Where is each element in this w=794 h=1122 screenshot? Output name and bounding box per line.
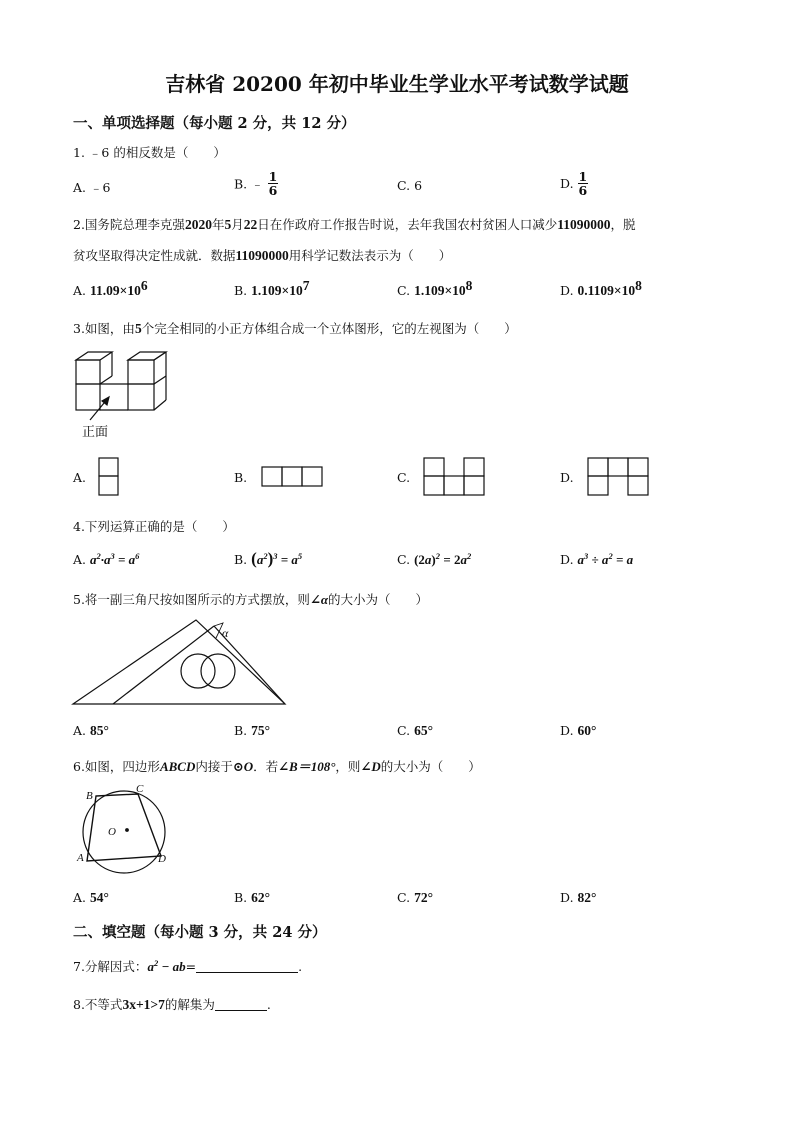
- option-d-view-figure: [588, 458, 652, 498]
- question-4-option-c[interactable]: C. $(2a)^2 = 2a^2$: [397, 551, 472, 567]
- option-c-view-figure: [424, 458, 488, 498]
- answer-blank[interactable]: [215, 998, 267, 1011]
- question-3-option-c[interactable]: C.: [397, 470, 411, 485]
- question-5-option-b[interactable]: B. 75°: [234, 723, 271, 738]
- point-b-label: B: [86, 790, 93, 802]
- question-2-stem-line1: 2.国务院总理李克强2020年5月22日在作政府工作报告时说，去年我国农村贫困人口减少11090000，脱: [73, 217, 636, 232]
- question-5-option-c[interactable]: C. 65°: [397, 723, 433, 738]
- question-4-option-b[interactable]: B. $(a^2)^3 = a^5$: [234, 549, 303, 568]
- fraction-one-sixth: $\frac{1}{6}$: [268, 169, 278, 198]
- question-6-option-d[interactable]: D. 82°: [560, 890, 597, 905]
- option-d-prefix: D.: [560, 176, 574, 191]
- page-title: 吉林省 20200 年初中毕业生学业水平考试数学试题: [165, 72, 629, 96]
- question-5-option-d[interactable]: D. 60°: [560, 723, 597, 738]
- question-3-option-b[interactable]: B.: [234, 470, 248, 485]
- question-3-option-a[interactable]: A.: [73, 470, 87, 485]
- question-6-option-c[interactable]: C. 72°: [397, 890, 433, 905]
- point-c-label: C: [136, 783, 144, 795]
- question-2-stem-line2: 贫攻坚取得决定性成就．数据11090000用科学记数法表示为（ ）: [73, 248, 452, 263]
- question-7: 7.分解因式：$a^2 - ab=$ .: [73, 958, 303, 974]
- fraction-one-sixth: $\frac{1}{6}$: [578, 169, 588, 198]
- question-6-option-b[interactable]: B. 62°: [234, 890, 271, 905]
- question-2-option-d[interactable]: D. $0.1109\times 10^8$: [560, 278, 642, 298]
- question-1-option-b[interactable]: [234, 170, 278, 197]
- alpha-angle-label: α: [222, 626, 229, 640]
- point-a-label: A: [77, 852, 84, 864]
- question-1-stem: 1. ﹣6 的相反数是（ ）: [73, 145, 226, 160]
- question-3-option-d[interactable]: D.: [560, 470, 574, 485]
- question-2-option-b[interactable]: B. $1.109\times 10^7$: [234, 278, 310, 298]
- question-2-option-a[interactable]: A. $11.09\times 10^6$: [73, 278, 148, 298]
- option-b-view-figure: [262, 467, 326, 489]
- question-1-option-d[interactable]: [560, 170, 588, 197]
- question-2-option-c[interactable]: C. $1.109\times 10^8$: [397, 278, 473, 298]
- question-3-stem: 3.如图，由5个完全相同的小正方体组合成一个立体图形，它的左视图为（ ）: [73, 321, 517, 336]
- section-heading-choice: 一、单项选择题（每小题 2 分，共 12 分）: [73, 115, 356, 132]
- question-4-option-d[interactable]: D. $a^3 \div a^2 = a$: [560, 551, 634, 567]
- point-o-label: O: [108, 826, 116, 838]
- point-d-label: D: [158, 853, 166, 865]
- question-4-stem: 4.下列运算正确的是（ ）: [73, 519, 235, 534]
- answer-blank[interactable]: [196, 960, 298, 973]
- question-8: 8.不等式3x+1>7的解集为 .: [73, 997, 271, 1012]
- question-4-option-a[interactable]: A. $a^2\cdot a^3 = a^6$: [73, 551, 140, 567]
- section-heading-fill-blank: 二、填空题（每小题 3 分，共 24 分）: [73, 924, 327, 941]
- question-6-stem: 6.如图，四边形ABCD内接于⊙O．若∠B＝108°，则∠D的大小为（ ）: [73, 759, 481, 774]
- triangle-rulers-figure: [73, 618, 288, 708]
- option-a-view-figure: [99, 458, 121, 498]
- front-view-label: 正面: [82, 425, 109, 440]
- question-6-option-a[interactable]: A. 54°: [73, 890, 109, 905]
- question-1-option-c[interactable]: C. 6: [397, 178, 423, 193]
- question-5-option-a[interactable]: A. 85°: [73, 723, 109, 738]
- option-b-prefix: B. ﹣: [234, 176, 264, 192]
- question-5-stem: 5.将一副三角尺按如图所示的方式摆放，则∠α的大小为（ ）: [73, 592, 429, 607]
- question-1-option-a[interactable]: A. ﹣6: [73, 180, 111, 195]
